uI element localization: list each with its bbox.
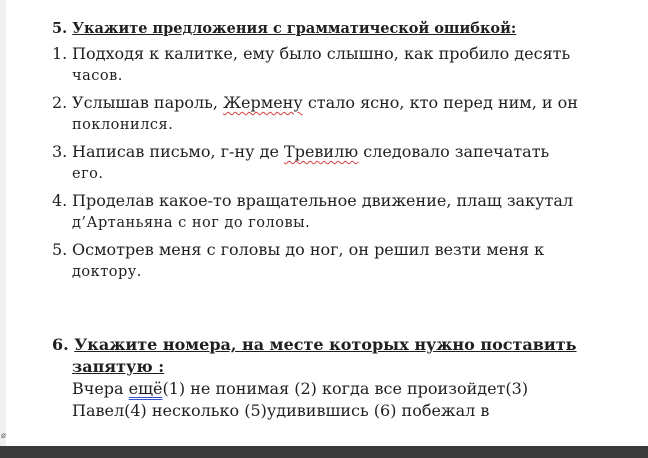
- item-number: 5.: [52, 240, 68, 259]
- question-5-list: [52, 42, 622, 284]
- item-line-2: доктору.: [72, 264, 142, 280]
- body-line-1-start: Вчера: [72, 379, 129, 398]
- item-line-1-start: Написав письмо, г-ну де: [72, 142, 285, 161]
- item-line-1-end: следовало запечатать: [358, 142, 550, 161]
- item-line-2: его.: [72, 166, 104, 182]
- body-line-1-end: (1) не понимая (2) когда все произойдет(3): [162, 379, 529, 398]
- list-item: [52, 91, 622, 137]
- item-number: 4.: [52, 191, 68, 210]
- list-item: [52, 238, 622, 284]
- question-6-title: [52, 334, 622, 378]
- question-6: [52, 334, 622, 422]
- item-line-2: д’Артаньяна с ног до головы.: [72, 215, 311, 231]
- list-item: [52, 140, 622, 186]
- item-number: 1.: [52, 44, 68, 63]
- item-line-1-end: стало ясно, кто перед ним, и он: [302, 93, 578, 112]
- item-line-1: Проделав какое-то вращательное движение, плащ закутал: [72, 191, 574, 210]
- spellcheck-flagged-word[interactable]: ещё: [128, 379, 163, 398]
- question-6-heading-line-1: Укажите номера, на месте которых нужно поставить: [74, 335, 577, 354]
- item-line-1: Осмотрев меня с головы до ног, он решил везти меня к: [72, 240, 545, 259]
- bottom-status-bar: [0, 446, 648, 458]
- body-line-2: Павел(4) несколько (5)удивившись (6) побежал в: [72, 401, 490, 420]
- item-line-1: Подходя к калитке, ему было слышно, как пробило десять: [72, 44, 571, 63]
- left-gutter: [0, 0, 6, 446]
- document-content: [52, 18, 622, 422]
- gutter-mark: ø: [1, 431, 6, 440]
- item-number: 3.: [52, 142, 68, 161]
- item-number: 2.: [52, 93, 68, 112]
- question-6-number: 6.: [52, 335, 69, 354]
- question-5-heading: Укажите предложения с грамматической ошибкой:: [72, 20, 517, 37]
- question-5-number: 5.: [52, 20, 68, 37]
- spellcheck-flagged-word[interactable]: Тревилю: [284, 142, 359, 161]
- list-item: [52, 189, 622, 235]
- item-line-2: часов.: [72, 68, 123, 84]
- question-5-title: [52, 18, 622, 40]
- item-line-2: поклонился.: [72, 117, 174, 133]
- item-line-1-start: Услышав пароль,: [72, 93, 224, 112]
- spellcheck-flagged-word[interactable]: Жермену: [223, 93, 303, 112]
- list-item: [52, 42, 622, 88]
- question-6-heading-line-2: запятую :: [72, 357, 165, 376]
- question-6-body: [52, 378, 622, 422]
